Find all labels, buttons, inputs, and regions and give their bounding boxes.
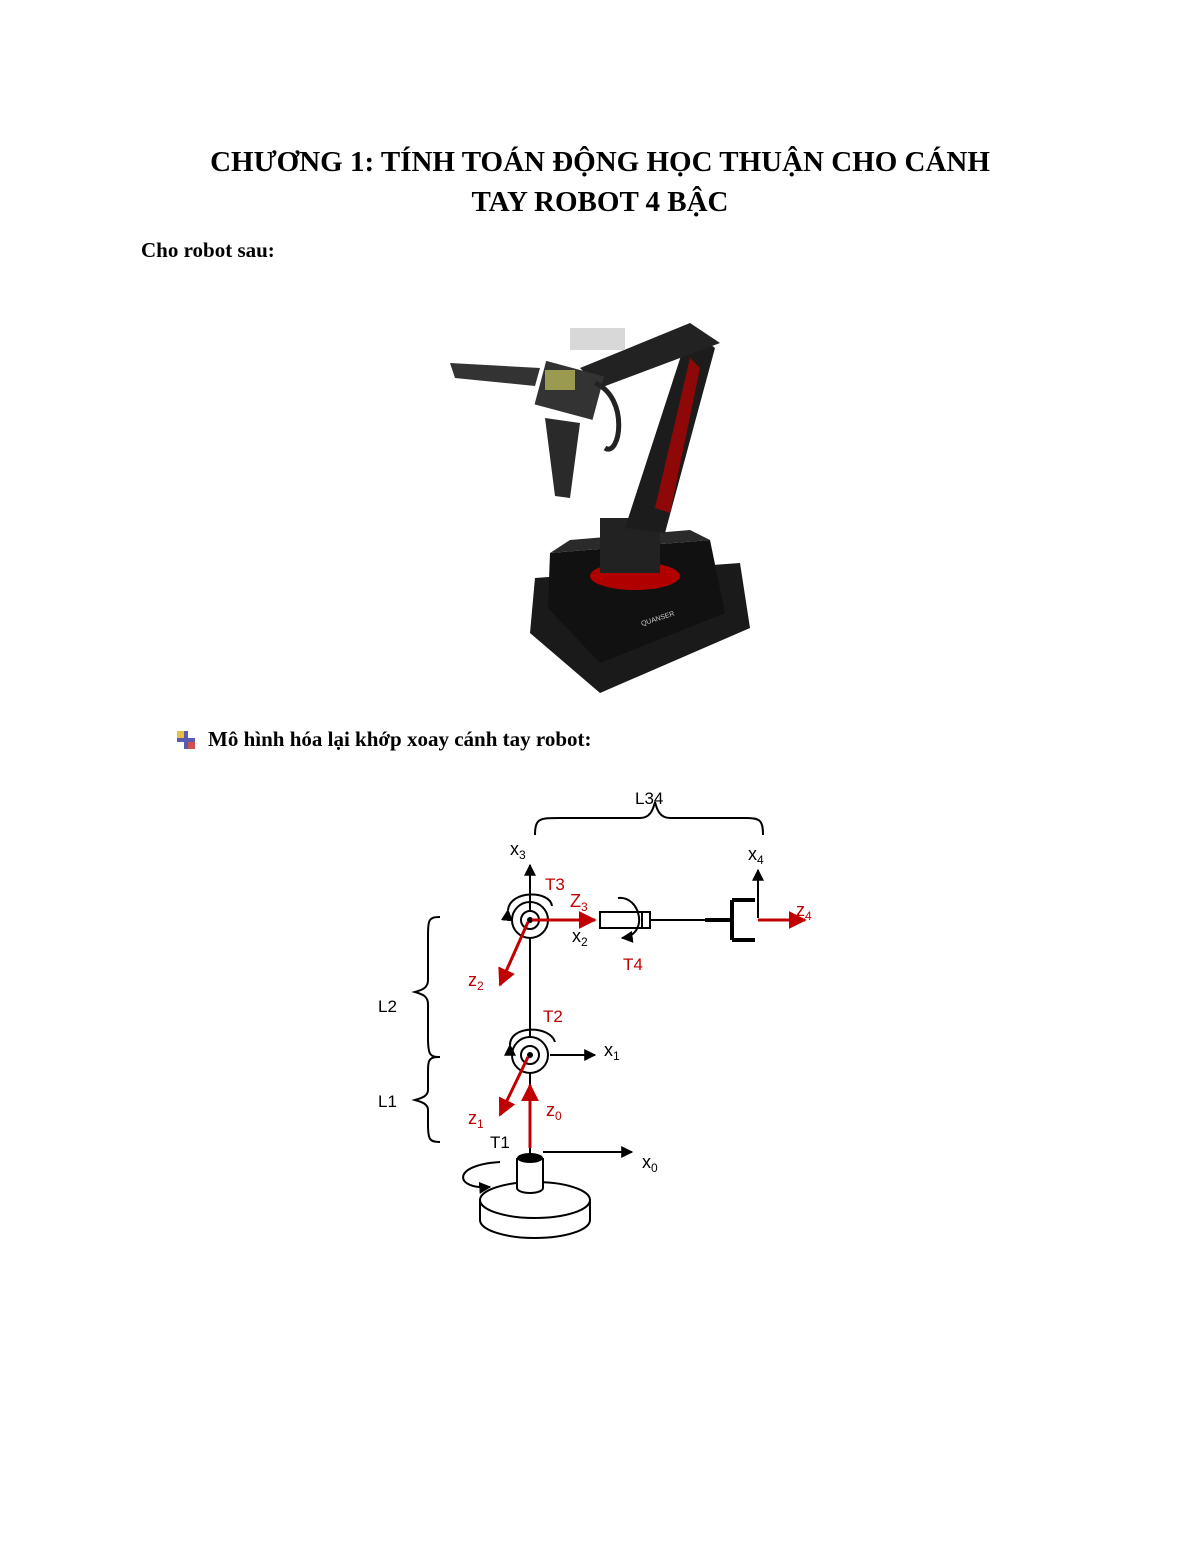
x1-label: $x_1$	[604, 1040, 620, 1063]
joint-2	[510, 1030, 555, 1073]
l2-brace	[415, 917, 440, 1057]
label-t3: T3	[545, 875, 565, 894]
label-t2: T2	[543, 1007, 563, 1026]
base-cylinder	[463, 1153, 590, 1238]
z0-label: $z_0$	[546, 1100, 562, 1123]
label-l1: L1	[378, 1092, 397, 1111]
z1-label: $z_1$	[468, 1108, 484, 1131]
chapter-title-line1: CHƯƠNG 1: TÍNH TOÁN ĐỘNG HỌC THUẬN CHO CÁNH	[210, 146, 990, 178]
x4-label: $x_4$	[748, 844, 764, 867]
x0-label: $x_0$	[642, 1152, 658, 1175]
z2-axis	[500, 922, 528, 985]
robot-arm-photo	[420, 308, 805, 698]
bullet-item	[176, 727, 592, 752]
bullet-text: Mô hình hóa lại khớp xoay cánh tay robot:	[208, 727, 592, 751]
label-t1: T1	[490, 1133, 510, 1152]
chapter-title-line2: TAY ROBOT 4 BẬC	[471, 186, 729, 218]
l1-brace	[415, 1057, 440, 1142]
z2-label: $z_2$	[468, 970, 484, 993]
joint-4-wrist	[600, 898, 705, 938]
chapter-title	[0, 142, 1200, 222]
kinematic-diagram	[360, 780, 840, 1240]
quanser-logo-text: QUANSER	[640, 610, 676, 628]
t1-rotation-arrow	[463, 1162, 500, 1187]
z1-axis	[500, 1057, 528, 1115]
z4-label: $z_4$	[796, 900, 812, 923]
z3-label: $Z_3$	[570, 891, 588, 914]
label-l2: L2	[378, 997, 397, 1016]
x2-label: $x_2$	[572, 926, 588, 949]
label-l34: L34	[635, 789, 664, 808]
x3-label: $x_3$	[510, 839, 526, 862]
label-t4: T4	[623, 955, 643, 974]
intro-text: Cho robot sau:	[141, 238, 275, 262]
bullet-cross-icon	[176, 730, 196, 750]
gripper	[705, 900, 755, 940]
